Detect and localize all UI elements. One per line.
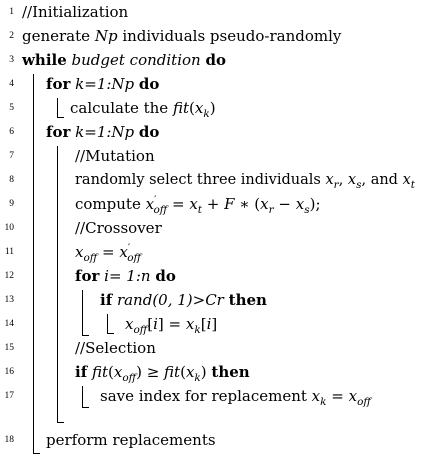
- if-rand-block-rule: [107, 314, 108, 334]
- for-block-2-rule: [57, 146, 58, 423]
- line-8-text: randomly select three individuals $x_r$, $x_s$, and $x_t$: [75, 172, 415, 191]
- line-9: [0, 192, 421, 216]
- line-12: [0, 264, 421, 288]
- line-13-text: if rand(0, 1)>Cr then: [100, 291, 267, 309]
- line-10: [0, 216, 421, 240]
- line-3: [0, 48, 421, 72]
- while-block-rule: [33, 74, 34, 454]
- line-5-text: calculate the $fit(x_k)$: [70, 99, 216, 120]
- line-number: 12: [4, 271, 14, 281]
- line-15-text: //Selection: [75, 339, 156, 357]
- line-number: 16: [4, 367, 14, 377]
- for-block-2-foot: [57, 422, 64, 423]
- if-fit-block-rule: [82, 386, 83, 408]
- line-8: [0, 168, 421, 192]
- line-4: [0, 72, 421, 96]
- if-rand-block-foot: [107, 333, 114, 334]
- line-6-text: for k=1:Np do: [46, 123, 160, 141]
- for-block-i-foot: [82, 335, 89, 336]
- line-number: 17: [4, 391, 14, 401]
- line-2: [0, 24, 421, 48]
- line-1: [0, 0, 421, 24]
- line-number: 3: [9, 55, 14, 65]
- line-1-text: //Initialization: [22, 3, 129, 21]
- line-number: 4: [9, 79, 14, 89]
- line-16-text: if $fit(x_{off}) \ge fit(x_k)$ then: [75, 363, 250, 384]
- line-9-text: compute $x'_{off} = x_t + F$ ∗ $(x_r - x_s)$;: [75, 194, 321, 216]
- line-number: 1: [9, 7, 14, 17]
- for-block-1-foot: [57, 117, 64, 118]
- for-block-1-rule: [57, 98, 58, 118]
- line-number: 2: [9, 31, 14, 41]
- line-17-text: save index for replacement $x_k = x_{off}$: [100, 387, 371, 408]
- line-number: 8: [9, 175, 14, 185]
- line-14-text: $x_{off}[i] = x_k[i]$: [125, 315, 218, 336]
- line-7-text: //Mutation: [75, 147, 155, 165]
- line-number: 13: [4, 295, 14, 305]
- line-18: [0, 428, 421, 452]
- line-10-text: //Crossover: [75, 219, 162, 237]
- line-17: [0, 384, 421, 408]
- line-number: 18: [4, 435, 14, 445]
- line-15: [0, 336, 421, 360]
- line-number: 9: [9, 199, 14, 209]
- line-number: 11: [4, 247, 14, 257]
- line-12-text: for i= 1:n do: [75, 267, 176, 285]
- line-3-text: while budget condition do: [22, 51, 226, 69]
- line-6: [0, 120, 421, 144]
- if-fit-block-foot: [82, 407, 89, 408]
- line-7: [0, 144, 421, 168]
- line-13: [0, 288, 421, 312]
- line-number: 15: [4, 343, 14, 353]
- line-14: [0, 312, 421, 336]
- for-block-i-rule: [82, 290, 83, 336]
- while-block-foot: [33, 453, 40, 454]
- line-18-text: perform replacements: [46, 431, 216, 449]
- line-11-text: $x_{off} = x'_{off}$: [75, 242, 141, 264]
- line-number: 10: [4, 223, 14, 233]
- line-number: 6: [9, 127, 14, 137]
- line-4-text: for k=1:Np do: [46, 75, 160, 93]
- line-2-text: generate Np individuals pseudo-randomly: [22, 27, 342, 45]
- line-16: [0, 360, 421, 384]
- line-number: 5: [9, 103, 14, 113]
- line-11: [0, 240, 421, 264]
- line-number: 14: [4, 319, 14, 329]
- line-number: 7: [9, 151, 14, 161]
